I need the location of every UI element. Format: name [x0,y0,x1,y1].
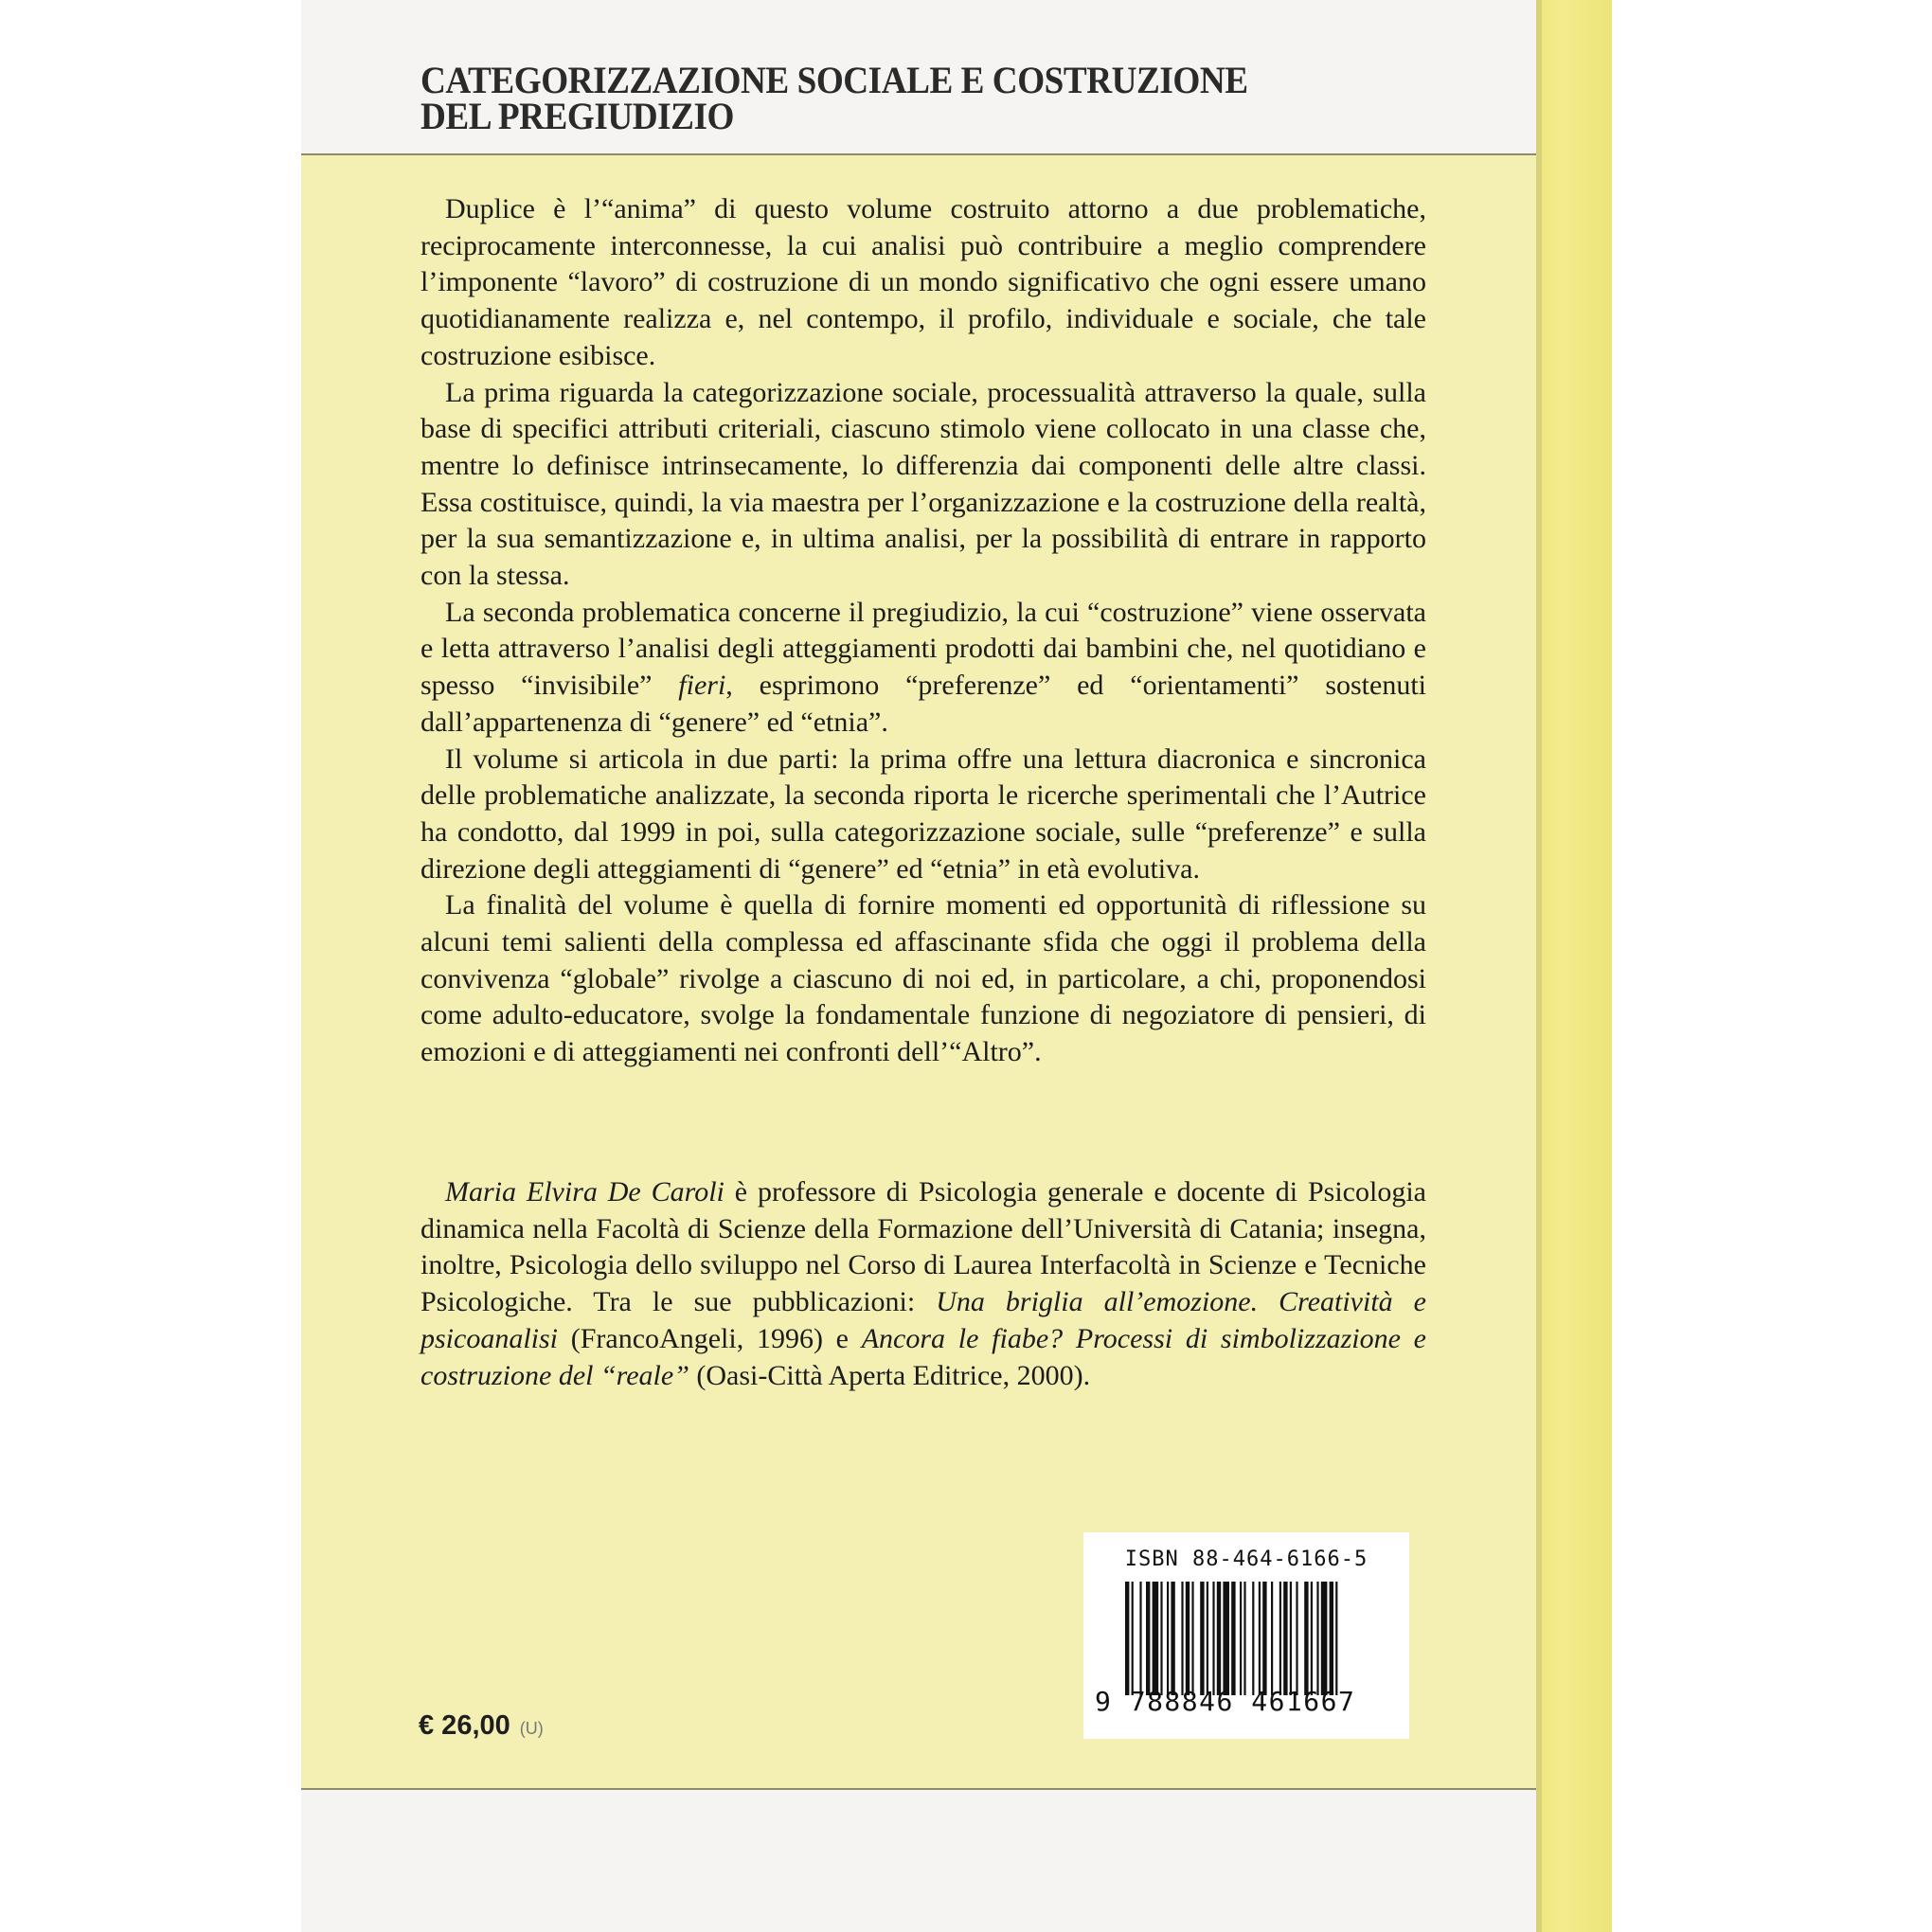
barcode-bar [1207,1582,1208,1695]
barcode-bars [1125,1582,1400,1695]
barcode-bar [1259,1582,1261,1695]
barcode-bar [1223,1582,1229,1695]
author-name: Maria Elvira De Caroli [445,1176,724,1208]
barcode-bar [1321,1582,1328,1695]
book-spine [1536,0,1612,1932]
author-book-2: Ancora le fiabe? Processi di simbolizzazione e costruzione del “reale” [420,1322,1426,1391]
price-amount: € 26,00 [419,1710,510,1741]
barcode-bar [1231,1582,1235,1695]
paragraph-3-italic: fieri [678,670,726,702]
blurb [420,191,1426,1071]
barcode-bar [1304,1582,1308,1695]
author-bio-text-2: (FrancoAngeli, 1996) e [558,1322,862,1354]
barcode-bar [1330,1582,1333,1695]
price [419,1710,544,1742]
barcode-bar [1279,1582,1281,1695]
barcode-bar [1271,1582,1273,1695]
blurb-paragraph-2: La prima riguarda la categorizzazione sociale, processualità attraverso la quale, sulla base di specifici attributi criteriali, ciascuno stimolo viene collocato in una classe che, mentre lo definisce intrinsecamente, lo differenzia dai componenti delle altre classi. Essa costituisce, quindi, la via maestra per l’organizzazione e la costruzione della realtà, per la sua semantizzazione e, in ultima analisi, per la possibilità di entrare in rapporto con la stessa. [420,376,1426,592]
barcode-bar [1296,1582,1297,1695]
barcode-bar [1171,1582,1174,1695]
header-band [301,0,1536,155]
author-book-1: Una briglia all’emozione. Creatività e psicoanalisi [420,1286,1426,1354]
barcode-bar [1132,1582,1134,1695]
barcode-bar [1252,1582,1254,1695]
isbn-barcode [1083,1532,1409,1739]
author-bio-text-1: è professore di Psicologia generale e docente di Psicologia dinamica nella Facoltà di Scienze della Formazione dell’Università di Catania; insegna, inoltre, Psicologia dello sviluppo nel Corso di Laurea Interfacoltà in Scienze e Tecniche Psicologiche. Tra le sue pubblicazioni: [420,1176,1426,1318]
back-cover [301,0,1536,1932]
spine-edge [1536,0,1542,1932]
barcode-bar [1125,1582,1129,1695]
barcode-bar [1311,1582,1313,1695]
barcode-bar [1240,1582,1242,1695]
barcode-bar [1335,1582,1337,1695]
blurb-paragraph-4: Il volume si articola in due parti: la prima offre una lettura diacronica e sincronica delle problematiche analizzate, la seconda riporta le ricerche sperimentali che l’Autrice ha condotto, dal 1999 in poi, sulla categorizzazione sociale, sulle “preferenze” e sulla direzione degli atteggiamenti di “genere” ed “etnia” in età evolutiva. [420,742,1426,885]
price-code: (U) [519,1719,544,1738]
barcode-bar [1186,1582,1190,1695]
paragraph-3-text: La seconda problematica concerne il pregiudizio, la cui “costruzione” viene osservata e letta attraverso l’analisi degli atteggiamenti prodotti dai bambini che, nel quotidiano e spesso “invisibile” [420,596,1426,702]
title-line-2: DEL PREGIUDIZIO [420,95,735,137]
footer-band [301,1788,1536,1932]
barcode-bar [1181,1582,1183,1695]
book-title [420,59,1248,137]
author-bio [420,1174,1426,1394]
barcode-bar [1167,1582,1169,1695]
ean-digits: 9 788846 461667 [1095,1686,1356,1717]
barcode-bar [1191,1582,1193,1695]
barcode-bar [1283,1582,1287,1695]
barcode-bar [1153,1582,1159,1695]
blurb-paragraph-3 [420,595,1426,742]
barcode-bar [1243,1582,1245,1695]
barcode-bar [1262,1582,1266,1695]
author-bio-text-3: (Oasi-Città Aperta Editrice, 2000). [689,1359,1091,1391]
isbn-label: ISBN 88-464-6166-5 [1124,1547,1368,1571]
barcode-bar [1290,1582,1292,1695]
blurb-paragraph-1: Duplice è l’“anima” di questo volume costruito attorno a due problematiche, reciprocamente interconnesse, la cui analisi può contribuire a meglio comprendere l’imponente “lavoro” di costruzione di un mondo significativo che ogni essere umano quotidianamente realizza e, nel contempo, il profilo, individuale e sociale, che tale costruzione esibisce. [420,193,1426,371]
barcode-bar [1160,1582,1162,1695]
barcode-bar [1212,1582,1214,1695]
barcode-bar [1139,1582,1141,1695]
title-line-1: CATEGORIZZAZIONE SOCIALE E COSTRUZIONE [420,59,1248,101]
barcode-bar [1200,1582,1204,1695]
barcode-bar [1217,1582,1221,1695]
barcode-bar [1316,1582,1318,1695]
paragraph-3-tail: , esprimono “preferenze” ed “orientamenti” sostenuti dall’appartenenza di “genere” ed “etnia”. [420,670,1426,738]
barcode-bar [1146,1582,1150,1695]
blurb-paragraph-5: La finalità del volume è quella di fornire momenti ed opportunità di riflessione su alcuni temi salienti della complessa ed affascinante sfida che oggi il problema della convivenza “globale” rivolge a ciascuno di noi ed, in particolare, a chi, proponendosi come adulto-educatore, svolge la fondamentale funzione di negoziatore di pensieri, di emozioni e di atteggiamenti nei confronti dell’“Altro”. [420,889,1426,1068]
